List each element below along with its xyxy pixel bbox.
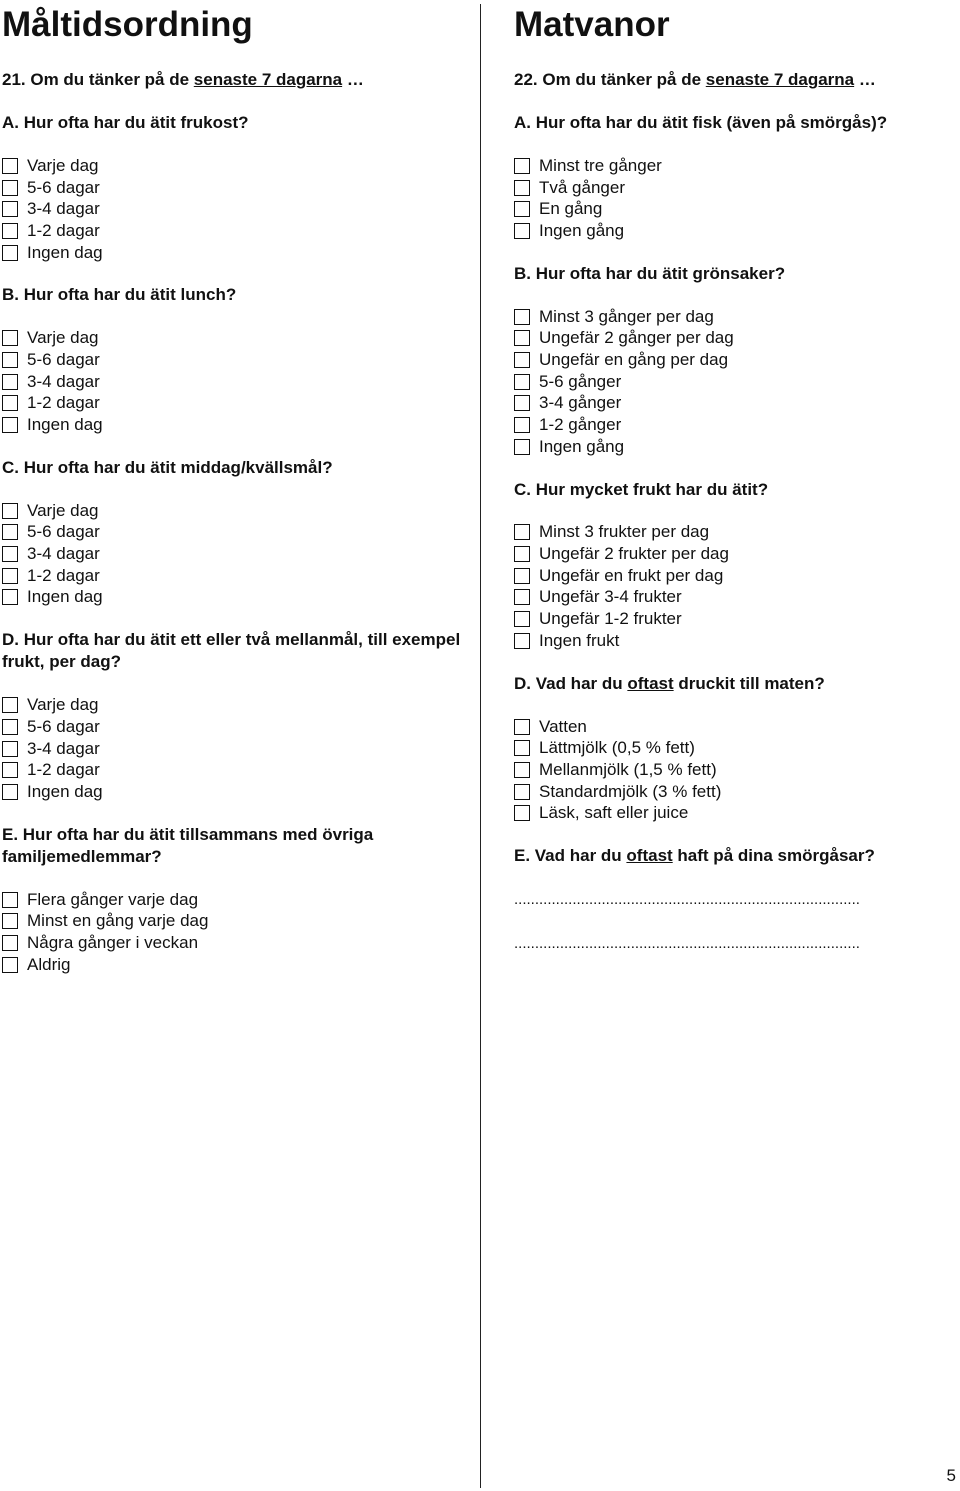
option-item[interactable] bbox=[514, 306, 954, 328]
question-label: A. Hur ofta har du ätit frukost? bbox=[2, 113, 249, 132]
checkbox[interactable] bbox=[514, 439, 530, 455]
checkbox[interactable] bbox=[2, 417, 18, 433]
option-item[interactable] bbox=[514, 198, 954, 220]
option-item[interactable] bbox=[514, 716, 954, 738]
checkbox[interactable] bbox=[2, 524, 18, 540]
option-item[interactable] bbox=[2, 522, 472, 544]
option-list bbox=[2, 500, 472, 608]
checkbox[interactable] bbox=[514, 611, 530, 627]
option-label: 5-6 dagar bbox=[27, 716, 100, 736]
option-list bbox=[2, 694, 472, 802]
question-underlined: oftast bbox=[626, 846, 673, 866]
page-number: 5 bbox=[946, 1466, 956, 1485]
option-label: Ungefär 2 frukter per dag bbox=[539, 544, 729, 564]
option-label: Varje dag bbox=[27, 328, 99, 348]
option-label: Varje dag bbox=[27, 155, 99, 175]
option-label: Några gånger i veckan bbox=[27, 932, 199, 952]
option-label: Minst en gång varje dag bbox=[27, 911, 209, 931]
option-label: Ungefär 2 gånger per dag bbox=[539, 328, 734, 348]
option-item[interactable] bbox=[514, 327, 954, 349]
checkbox[interactable] bbox=[2, 568, 18, 584]
checkbox[interactable] bbox=[2, 330, 18, 346]
checkbox[interactable] bbox=[2, 223, 18, 239]
intro-text: 21. Om du tänker på de bbox=[2, 70, 194, 89]
option-label: 3-4 dagar bbox=[27, 371, 100, 391]
option-item[interactable] bbox=[514, 436, 954, 458]
option-item[interactable] bbox=[2, 500, 472, 522]
checkbox[interactable] bbox=[2, 201, 18, 217]
option-item[interactable] bbox=[514, 522, 954, 544]
checkbox[interactable] bbox=[2, 180, 18, 196]
checkbox[interactable] bbox=[2, 957, 18, 973]
option-label: Aldrig bbox=[27, 954, 71, 974]
option-item[interactable] bbox=[2, 889, 472, 911]
option-list bbox=[514, 522, 954, 652]
checkbox[interactable] bbox=[514, 784, 530, 800]
option-label: 3-4 dagar bbox=[27, 544, 100, 564]
option-label: 5-6 dagar bbox=[27, 177, 100, 197]
checkbox[interactable] bbox=[514, 309, 530, 325]
checkbox[interactable] bbox=[514, 352, 530, 368]
option-label: Ungefär 3-4 frukter bbox=[539, 587, 682, 607]
intro-underlined: senaste 7 dagarna bbox=[193, 70, 343, 89]
checkbox[interactable] bbox=[514, 719, 530, 735]
question-label: B. Hur ofta har du ätit lunch? bbox=[2, 285, 237, 305]
checkbox[interactable] bbox=[2, 546, 18, 562]
option-label: Ingen dag bbox=[27, 587, 103, 607]
checkbox[interactable] bbox=[514, 180, 530, 196]
checkbox[interactable] bbox=[514, 568, 530, 584]
option-item[interactable] bbox=[2, 565, 472, 587]
checkbox[interactable] bbox=[514, 589, 530, 605]
option-list bbox=[2, 327, 472, 435]
checkbox[interactable] bbox=[514, 546, 530, 562]
option-item[interactable] bbox=[2, 414, 472, 436]
option-label: Ingen dag bbox=[27, 415, 103, 435]
question-label: B. Hur ofta har du ätit grönsaker? bbox=[514, 263, 786, 283]
option-label: 5-6 gånger bbox=[539, 371, 622, 391]
checkbox[interactable] bbox=[2, 158, 18, 174]
option-item[interactable] bbox=[514, 414, 954, 436]
option-item[interactable] bbox=[514, 802, 954, 824]
option-label: 5-6 dagar bbox=[27, 349, 100, 369]
option-label: Ungefär en frukt per dag bbox=[539, 565, 724, 585]
question-label bbox=[514, 845, 954, 867]
option-label: Läsk, saft eller juice bbox=[539, 803, 689, 823]
checkbox[interactable] bbox=[2, 395, 18, 411]
answer-line[interactable]: ................................................................................... bbox=[514, 935, 860, 953]
option-label: Ingen gång bbox=[539, 220, 625, 240]
checkbox[interactable] bbox=[2, 352, 18, 368]
intro-ellipsis: … bbox=[342, 70, 364, 89]
checkbox[interactable] bbox=[514, 762, 530, 778]
option-label: 1-2 dagar bbox=[27, 565, 100, 585]
option-item[interactable] bbox=[2, 393, 472, 415]
option-label: Minst 3 gånger per dag bbox=[539, 306, 714, 326]
option-label: Ingen dag bbox=[27, 242, 103, 262]
left-questions bbox=[2, 112, 472, 976]
option-item[interactable] bbox=[2, 242, 472, 264]
question-text: E. Vad har du bbox=[514, 846, 627, 866]
option-label: Ungefär en gång per dag bbox=[539, 349, 729, 369]
option-list bbox=[2, 155, 472, 263]
option-list bbox=[514, 155, 954, 242]
option-item[interactable] bbox=[2, 954, 472, 976]
option-label: Två gånger bbox=[539, 177, 625, 197]
option-label: Flera gånger varje dag bbox=[27, 889, 199, 909]
question-intro bbox=[2, 69, 472, 91]
question-intro bbox=[514, 69, 954, 91]
option-item[interactable] bbox=[2, 177, 472, 199]
option-item[interactable] bbox=[514, 155, 954, 177]
option-label: Minst 3 frukter per dag bbox=[539, 522, 710, 542]
option-label: Standardmjölk (3 % fett) bbox=[539, 781, 722, 801]
option-item[interactable] bbox=[2, 738, 472, 760]
checkbox[interactable] bbox=[514, 374, 530, 390]
right-column bbox=[514, 0, 954, 955]
option-item[interactable] bbox=[2, 759, 472, 781]
option-list bbox=[514, 306, 954, 458]
checkbox[interactable] bbox=[514, 417, 530, 433]
option-item[interactable] bbox=[2, 587, 472, 609]
option-label: 3-4 dagar bbox=[27, 738, 100, 758]
option-item[interactable] bbox=[2, 349, 472, 371]
option-label: 1-2 dagar bbox=[27, 760, 100, 780]
checkbox[interactable] bbox=[514, 805, 530, 821]
checkbox[interactable] bbox=[514, 201, 530, 217]
option-item[interactable] bbox=[2, 543, 472, 565]
checkbox[interactable] bbox=[2, 589, 18, 605]
option-item[interactable] bbox=[514, 781, 954, 803]
question-label: C. Hur ofta har du ätit middag/kvällsmål? bbox=[2, 457, 333, 477]
option-item[interactable] bbox=[514, 565, 954, 587]
left-column bbox=[2, 0, 472, 976]
option-item[interactable] bbox=[2, 220, 472, 242]
option-label: Varje dag bbox=[27, 500, 99, 520]
checkbox[interactable] bbox=[514, 158, 530, 174]
checkbox[interactable] bbox=[2, 741, 18, 757]
section-title: Måltidsordning bbox=[2, 5, 253, 44]
option-item[interactable] bbox=[514, 630, 954, 652]
answer-line[interactable]: ................................................................................... bbox=[514, 891, 860, 909]
checkbox[interactable] bbox=[2, 697, 18, 713]
option-list bbox=[514, 716, 954, 824]
option-list bbox=[2, 889, 472, 976]
option-item[interactable] bbox=[2, 932, 472, 954]
intro-ellipsis: … bbox=[854, 70, 876, 89]
option-item[interactable] bbox=[2, 910, 472, 932]
option-item[interactable] bbox=[514, 759, 954, 781]
checkbox[interactable] bbox=[2, 245, 18, 261]
column-divider bbox=[480, 4, 481, 1488]
checkbox[interactable] bbox=[514, 395, 530, 411]
option-label: Varje dag bbox=[27, 695, 99, 715]
option-label: 5-6 dagar bbox=[27, 522, 100, 542]
checkbox[interactable] bbox=[2, 762, 18, 778]
question-text: haft på dina smörgåsar? bbox=[672, 846, 875, 866]
option-label: Vatten bbox=[539, 716, 587, 736]
checkbox[interactable] bbox=[2, 719, 18, 735]
option-item[interactable] bbox=[514, 349, 954, 371]
checkbox[interactable] bbox=[514, 330, 530, 346]
question-label: A. Hur ofta har du ätit fisk (även på smörgås)? bbox=[514, 113, 888, 132]
option-label: Ingen gång bbox=[539, 436, 625, 456]
option-item[interactable] bbox=[514, 543, 954, 565]
option-item[interactable] bbox=[514, 587, 954, 609]
option-item[interactable] bbox=[514, 177, 954, 199]
option-item[interactable] bbox=[2, 327, 472, 349]
option-item[interactable] bbox=[514, 608, 954, 630]
option-label: 3-4 gånger bbox=[539, 393, 622, 413]
option-item[interactable] bbox=[2, 371, 472, 393]
option-label: Minst tre gånger bbox=[539, 155, 662, 175]
question-label: E. Hur ofta har du ätit tillsammans med övriga familjemedlemmar? bbox=[2, 824, 374, 866]
option-label: 1-2 dagar bbox=[27, 393, 100, 413]
question-text: druckit till maten? bbox=[673, 673, 825, 693]
option-label: 1-2 dagar bbox=[27, 220, 100, 240]
option-item[interactable] bbox=[514, 371, 954, 393]
question-label bbox=[514, 673, 954, 695]
checkbox[interactable] bbox=[514, 633, 530, 649]
checkbox[interactable] bbox=[2, 503, 18, 519]
checkbox[interactable] bbox=[514, 524, 530, 540]
option-label: 1-2 gånger bbox=[539, 415, 622, 435]
option-label: Ingen frukt bbox=[539, 630, 620, 650]
question-text: D. Vad har du bbox=[514, 673, 628, 693]
option-item[interactable] bbox=[2, 781, 472, 803]
option-item[interactable] bbox=[514, 220, 954, 242]
intro-text: 22. Om du tänker på de bbox=[514, 70, 706, 89]
option-label: Mellanmjölk (1,5 % fett) bbox=[539, 759, 717, 779]
option-label: Ingen dag bbox=[27, 781, 103, 801]
checkbox[interactable] bbox=[2, 935, 18, 951]
option-item[interactable] bbox=[2, 694, 472, 716]
question-underlined: oftast bbox=[627, 673, 674, 693]
option-item[interactable] bbox=[2, 716, 472, 738]
option-label: Ungefär 1-2 frukter bbox=[539, 609, 682, 629]
option-label: Lättmjölk (0,5 % fett) bbox=[539, 738, 695, 758]
option-label: 3-4 dagar bbox=[27, 199, 100, 219]
section-title: Matvanor bbox=[514, 5, 670, 44]
question-label: D. Hur ofta har du ätit ett eller två mellanmål, till exempel frukt, per dag? bbox=[2, 630, 461, 672]
checkbox[interactable] bbox=[514, 223, 530, 239]
option-item[interactable] bbox=[514, 393, 954, 415]
question-label: C. Hur mycket frukt har du ätit? bbox=[514, 479, 769, 499]
option-item[interactable] bbox=[514, 737, 954, 759]
checkbox[interactable] bbox=[2, 913, 18, 929]
checkbox[interactable] bbox=[2, 374, 18, 390]
option-label: En gång bbox=[539, 199, 603, 219]
checkbox[interactable] bbox=[514, 740, 530, 756]
checkbox[interactable] bbox=[2, 784, 18, 800]
option-item[interactable] bbox=[2, 155, 472, 177]
option-item[interactable] bbox=[2, 198, 472, 220]
intro-underlined: senaste 7 dagarna bbox=[705, 70, 855, 89]
checkbox[interactable] bbox=[2, 892, 18, 908]
